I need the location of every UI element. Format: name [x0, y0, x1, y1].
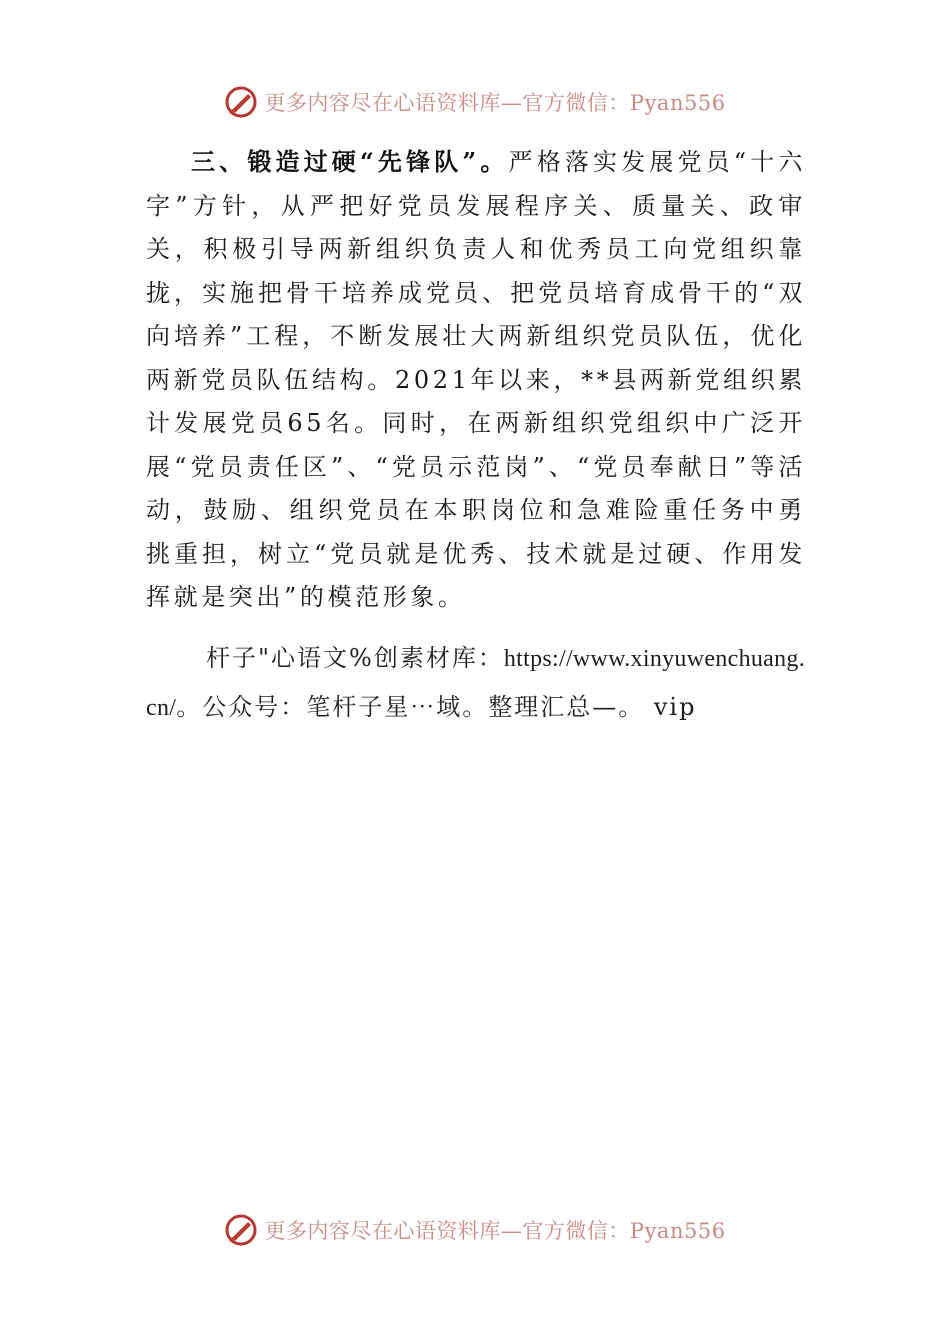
body-paragraph: [146, 140, 806, 620]
pen-logo-icon: [224, 1213, 258, 1247]
section-heading: 三、锻造过硬“先锋队”。: [191, 147, 509, 176]
footer-watermark-banner: [0, 1210, 950, 1250]
note-url: https://www.xinyuwenchuang.cn/: [146, 645, 806, 721]
source-note: [146, 634, 806, 732]
banner-text: 更多内容尽在心语资料库—官方微信：Pyan556: [264, 1219, 726, 1243]
paragraph-text: 严格落实发展党员“十六字”方针，从严把好党员发展程序关、质量关、政审关，积极引导两新组织负责人和优秀员工向党组织靠拢，实施把骨干培养成党员、把党员培育成骨干的“双向培养”工程，不断发展壮大两新组织党员队伍，优化两新党员队伍结构。2021年以来，**县两新党组织累计发展党员65名。同时，在两新组织党组织中广泛开展“党员责任区”、“党员示范岗”、“党员奉献日”等活动，鼓励、组织党员在本职岗位和急难险重任务中勇挑重担，树立“党员就是优秀、技术就是过硬、作用发挥就是突出”的模范形象。: [146, 148, 806, 611]
note-suffix: 。公众号：笔杆子星⋯域。整理汇总—。 vip: [176, 692, 697, 721]
note-prefix: 杆子"心语文%创素材库：: [206, 643, 504, 672]
pen-logo-icon: [224, 85, 258, 119]
header-watermark-banner: [0, 82, 950, 122]
document-body: [146, 140, 806, 732]
banner-text: 更多内容尽在心语资料库—官方微信：Pyan556: [264, 91, 726, 115]
